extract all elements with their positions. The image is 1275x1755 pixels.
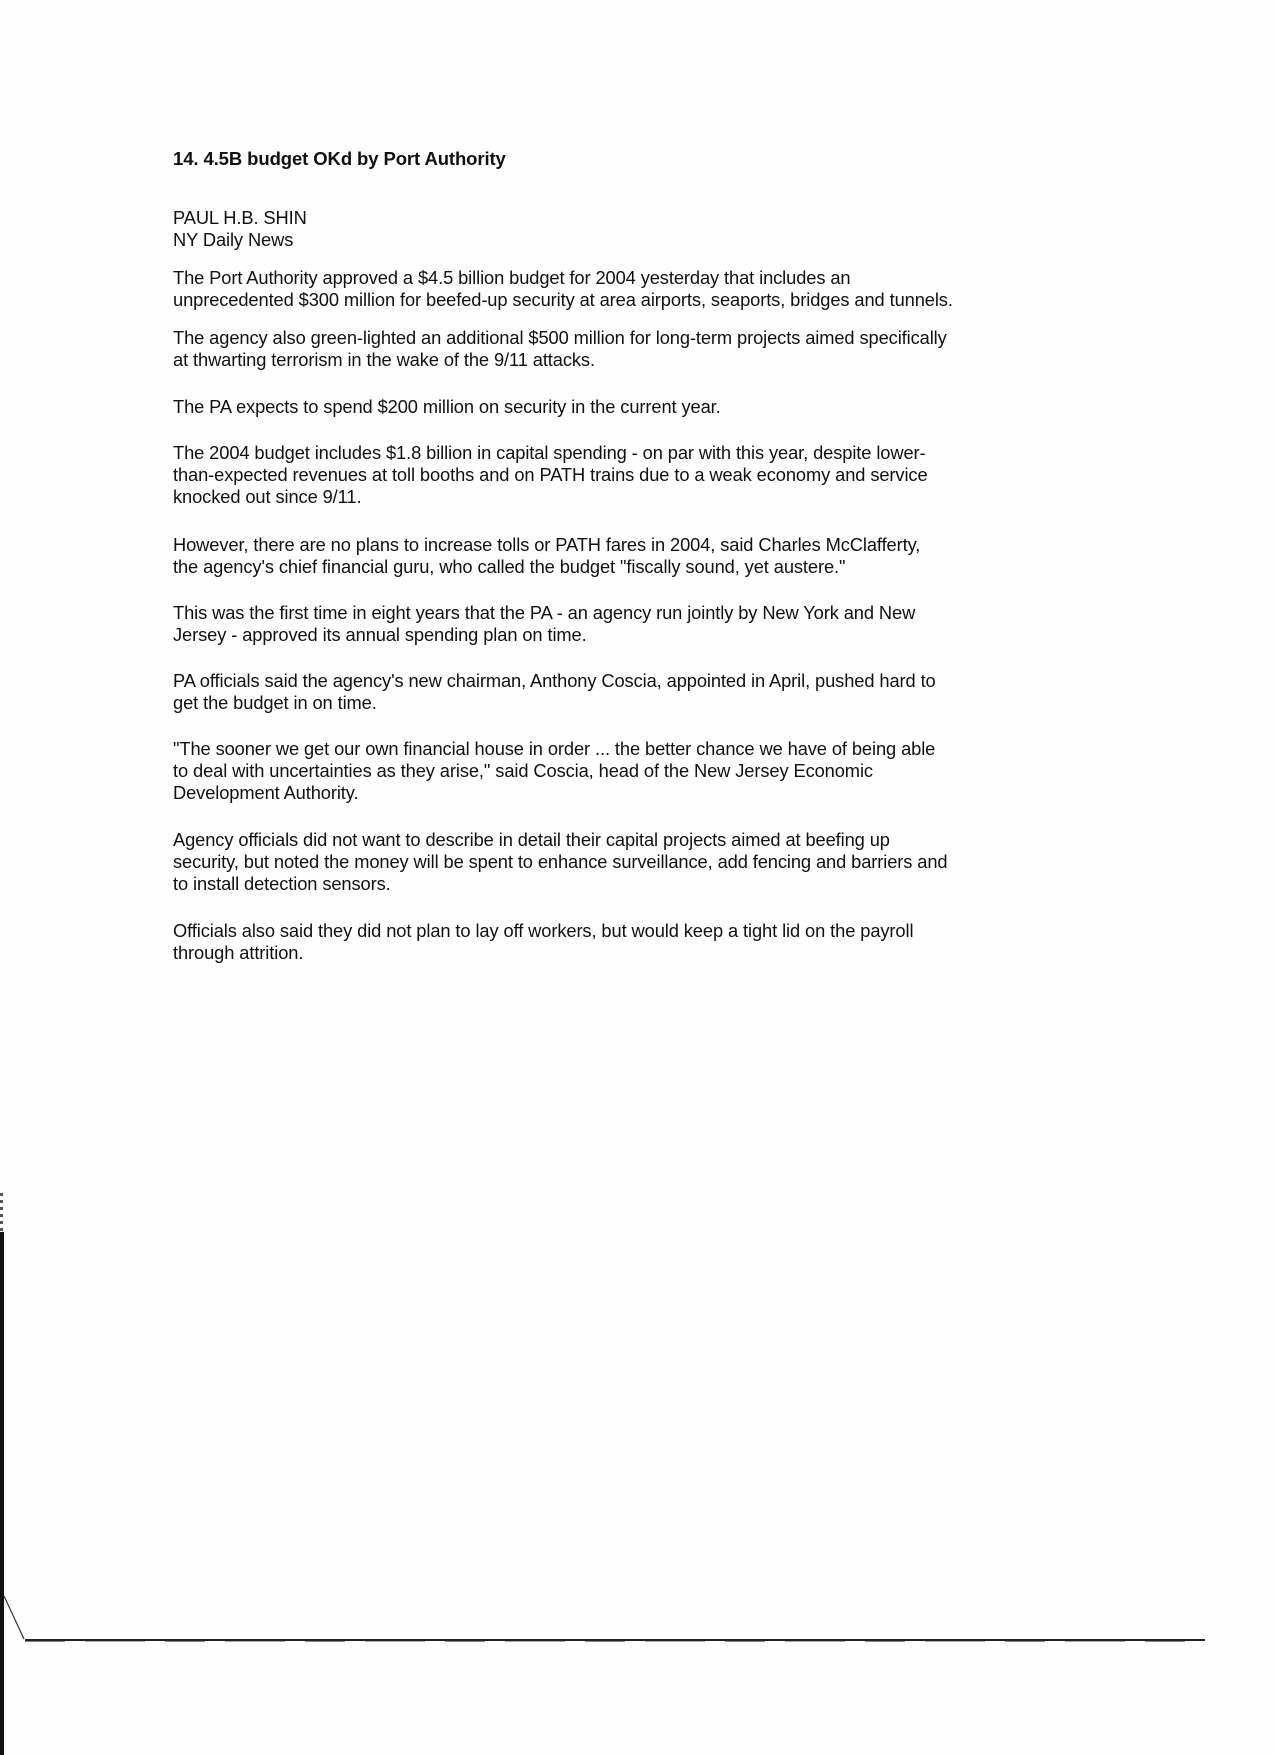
- paragraph-line: to deal with uncertainties as they arise," said Coscia, head of the New Jersey Economic: [173, 760, 873, 781]
- paragraph-line: than-expected revenues at toll booths and on PATH trains due to a weak economy and service: [173, 464, 928, 485]
- byline: [173, 207, 307, 251]
- paragraph-line: security, but noted the money will be spent to enhance surveillance, add fencing and barriers and: [173, 851, 948, 872]
- scan-edge-dotted: [0, 1193, 3, 1233]
- paragraph-line: The PA expects to spend $200 million on security in the current year.: [173, 396, 721, 417]
- paragraph-line: PA officials said the agency's new chairman, Anthony Coscia, appointed in April, pushed hard to: [173, 670, 936, 691]
- paragraph-9: [173, 829, 948, 895]
- paragraph-line: the agency's chief financial guru, who called the budget "fiscally sound, yet austere.": [173, 556, 846, 577]
- paragraph-6: [173, 602, 915, 646]
- paragraph-10: [173, 920, 913, 964]
- paragraph-line: Development Authority.: [173, 782, 359, 803]
- paragraph-line: However, there are no plans to increase tolls or PATH fares in 2004, said Charles McClafferty,: [173, 534, 921, 555]
- paragraph-line: This was the first time in eight years that the PA - an agency run jointly by New York and New: [173, 602, 916, 623]
- paragraph-line: The Port Authority approved a $4.5 billion budget for 2004 yesterday that includes an: [173, 267, 851, 288]
- publication-name: NY Daily News: [173, 229, 294, 250]
- paragraph-line: to install detection sensors.: [173, 873, 391, 894]
- paragraph-line: "The sooner we get our own financial house in order ... the better chance we have of being able: [173, 738, 936, 759]
- paragraph-line: Jersey - approved its annual spending plan on time.: [173, 624, 587, 645]
- heading-text: 14. 4.5B budget OKd by Port Authority: [173, 148, 506, 169]
- author-name: PAUL H.B. SHIN: [173, 207, 307, 228]
- paragraph-line: through attrition.: [173, 942, 304, 963]
- paragraph-line: knocked out since 9/11.: [173, 486, 362, 507]
- paragraph-line: Officials also said they did not plan to lay off workers, but would keep a tight lid on the payroll: [173, 920, 914, 941]
- paragraph-line: Agency officials did not want to describe in detail their capital projects aimed at beefing up: [173, 829, 890, 850]
- paragraph-3: [173, 396, 721, 418]
- paragraph-line: unprecedented $300 million for beefed-up security at area airports, seaports, bridges and tunnels.: [173, 289, 953, 310]
- paragraph-2: [173, 327, 947, 371]
- scan-edge-bar: [0, 1232, 4, 1755]
- paragraph-line: The agency also green-lighted an additional $500 million for long-term projects aimed specifically: [173, 327, 947, 348]
- paragraph-5: [173, 534, 920, 578]
- paragraph-4: [173, 442, 928, 508]
- paragraph-line: at thwarting terrorism in the wake of the 9/11 attacks.: [173, 349, 595, 370]
- article-heading: [173, 148, 506, 170]
- paragraph-7: [173, 670, 936, 714]
- paragraph-line: The 2004 budget includes $1.8 billion in capital spending - on par with this year, despite lower-: [173, 442, 926, 463]
- scan-diagonal-mark: [3, 1595, 27, 1643]
- paragraph-8: [173, 738, 935, 804]
- paragraph-1: [173, 267, 953, 311]
- paragraph-line: get the budget in on time.: [173, 692, 377, 713]
- footer-rule-shadow: [25, 1641, 1205, 1642]
